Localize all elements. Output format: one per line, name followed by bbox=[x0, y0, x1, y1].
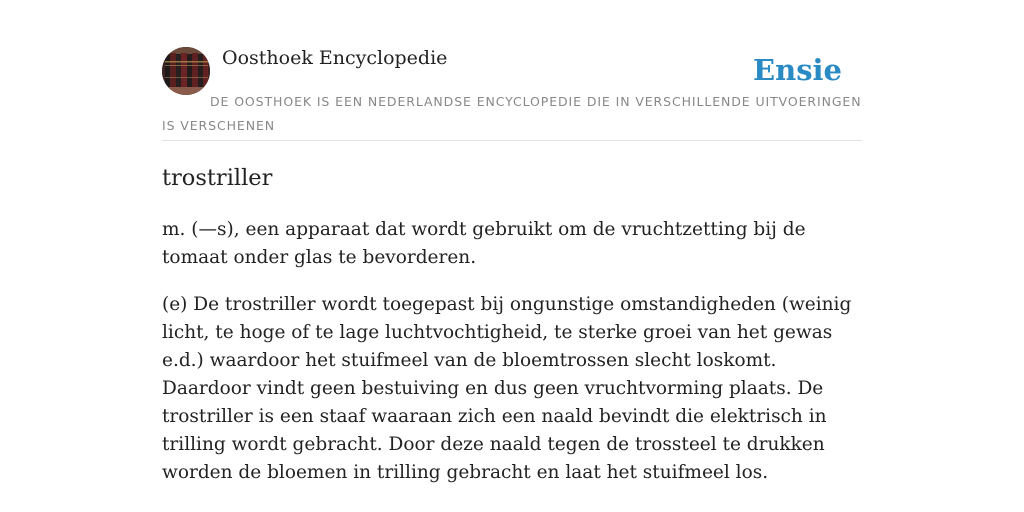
entry-term: trostriller bbox=[162, 165, 273, 191]
source-description bbox=[162, 90, 862, 138]
definition-paragraph: m. (—s), een apparaat dat wordt gebruikt om de vruchtzetting bij de tomaat onder glas te bevorderen. bbox=[162, 219, 806, 268]
source-description-text: DE OOSTHOEK IS EEN NEDERLANDSE ENCYCLOPEDIE DIE IN VERSCHILLENDE UITVOERINGEN IS VERSCHENEN bbox=[162, 94, 862, 133]
ensie-logo[interactable]: Ensie bbox=[753, 53, 842, 87]
source-header bbox=[162, 46, 862, 141]
source-title[interactable]: Oosthoek Encyclopedie bbox=[222, 47, 448, 69]
bookshelf-icon[interactable] bbox=[162, 47, 210, 95]
entry-definition bbox=[162, 216, 862, 506]
definition-paragraph: (e) De trostriller wordt toegepast bij ongunstige omstandigheden (weinig licht, te hoge of te lage luchtvochtigheid, te sterke groei van het gewas e.d.) waardoor het stuifmeel van de bloemtrossen slecht loskomt. Daardoor vindt geen bestuiving en dus geen vruchtvorming plaats. De trostriller is een staaf waaraan zich een naald bevindt die elektrisch in trilling wordt gebracht. Door deze naald tegen de trossteel te drukken worden de bloemen in trilling gebracht en laat het stuifmeel los. bbox=[162, 294, 852, 483]
